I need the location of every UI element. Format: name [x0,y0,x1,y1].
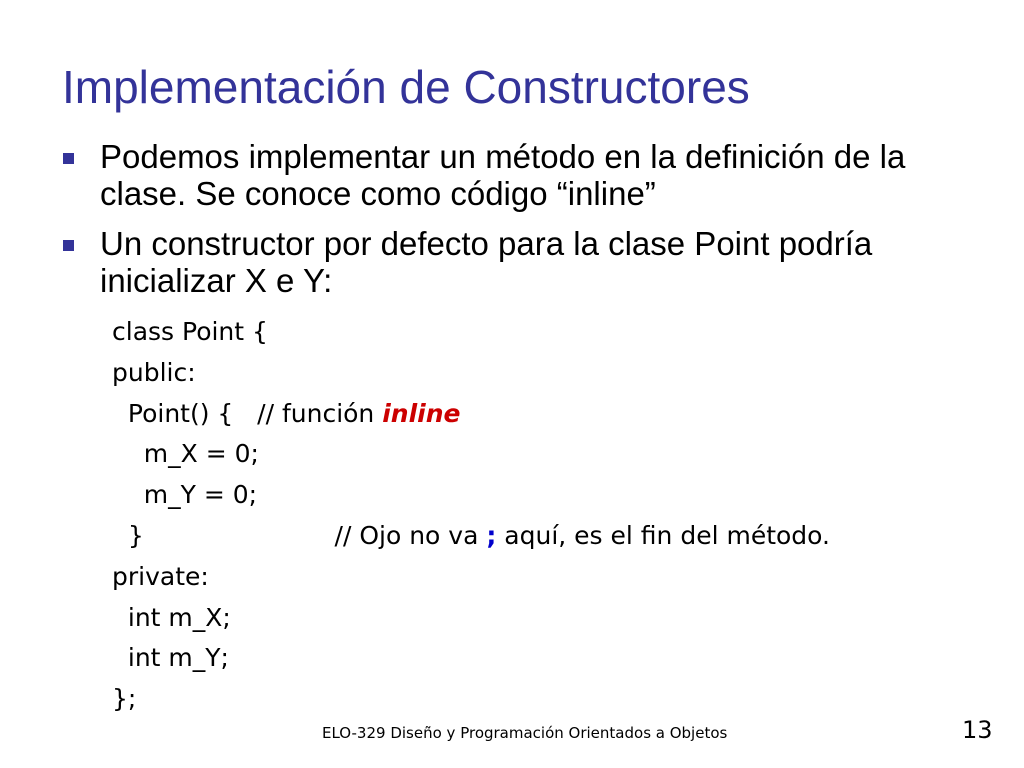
code-line: m_X = 0; [112,439,259,469]
code-block [112,312,830,720]
code-text: } [112,520,335,550]
code-comment: // Ojo no va [334,520,487,550]
bullet-list [62,138,992,312]
square-bullet-icon [63,153,74,164]
bullet-item-inline-method [62,138,992,212]
code-line [112,516,830,557]
code-line: }; [112,684,137,714]
code-line: int m_Y; [112,643,229,673]
code-line: public: [112,357,196,387]
code-line: int m_X; [112,602,231,632]
page-number: 13 [962,716,993,744]
code-text: Point() { // función [112,398,383,428]
square-bullet-icon [63,240,74,251]
code-line: m_Y = 0; [112,480,258,510]
highlighted-semicolon: ; [486,520,497,550]
bullet-text: Un constructor por defecto para la clase Point podría inicializar X e Y: [100,225,873,299]
code-line: private: [112,561,209,591]
code-line [112,394,830,435]
code-line: class Point { [112,317,268,346]
slide-footer: ELO-329 Diseño y Programación Orientados a Objetos [322,724,728,742]
slide-title: Implementación de Constructores [62,61,750,113]
inline-keyword: inline [382,398,461,428]
code-comment: aquí, es el fin del método. [496,520,830,550]
bullet-item-default-constructor [62,225,992,299]
bullet-text: Podemos implementar un método en la definición de la clase. Se conoce como código “inline” [100,138,906,212]
